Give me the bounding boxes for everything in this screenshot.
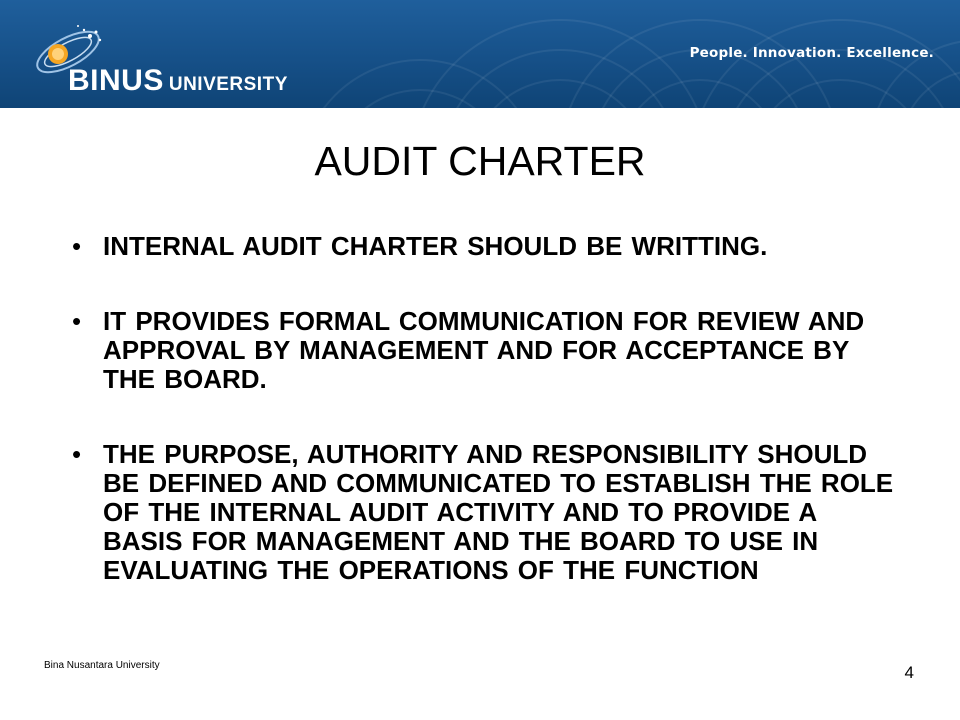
bullet-item: [72, 307, 902, 394]
bullet-marker: •: [72, 231, 82, 261]
logo-brand: BINUS: [68, 64, 164, 97]
bullet-marker: •: [72, 439, 82, 469]
bullet-item: [72, 232, 902, 261]
logo-wordmark: [68, 64, 288, 98]
bullet-text: THE PURPOSE, AUTHORITY AND RESPONSIBILITY SHOULD BE DEFINED AND COMMUNICATED TO ESTABLISH THE ROLE OF THE INTERNAL AUDIT ACTIVITY AND TO PROVIDE A BASIS FOR MANAGEMENT AND THE BOARD TO USE IN EVALUATING THE OPERATIONS OF THE FUNCTION: [103, 439, 894, 585]
header-banner: [0, 0, 960, 108]
bullet-list: [72, 232, 902, 585]
bullet-text: IT PROVIDES FORMAL COMMUNICATION FOR REVIEW AND APPROVAL BY MANAGEMENT AND FOR ACCEPTANCE BY THE BOARD.: [103, 306, 865, 394]
bullet-marker: •: [72, 306, 82, 336]
bullet-text: INTERNAL AUDIT CHARTER SHOULD BE WRITTING.: [103, 231, 768, 261]
tagline: People. Innovation. Excellence.: [689, 45, 934, 61]
page-number: 4: [904, 663, 914, 682]
logo-university: UNIVERSITY: [168, 74, 288, 95]
bullet-item: [72, 440, 902, 585]
binus-logo: [24, 22, 294, 100]
slide-title: AUDIT CHARTER: [314, 138, 646, 184]
footer-organization: Bina Nusantara University: [44, 660, 160, 671]
